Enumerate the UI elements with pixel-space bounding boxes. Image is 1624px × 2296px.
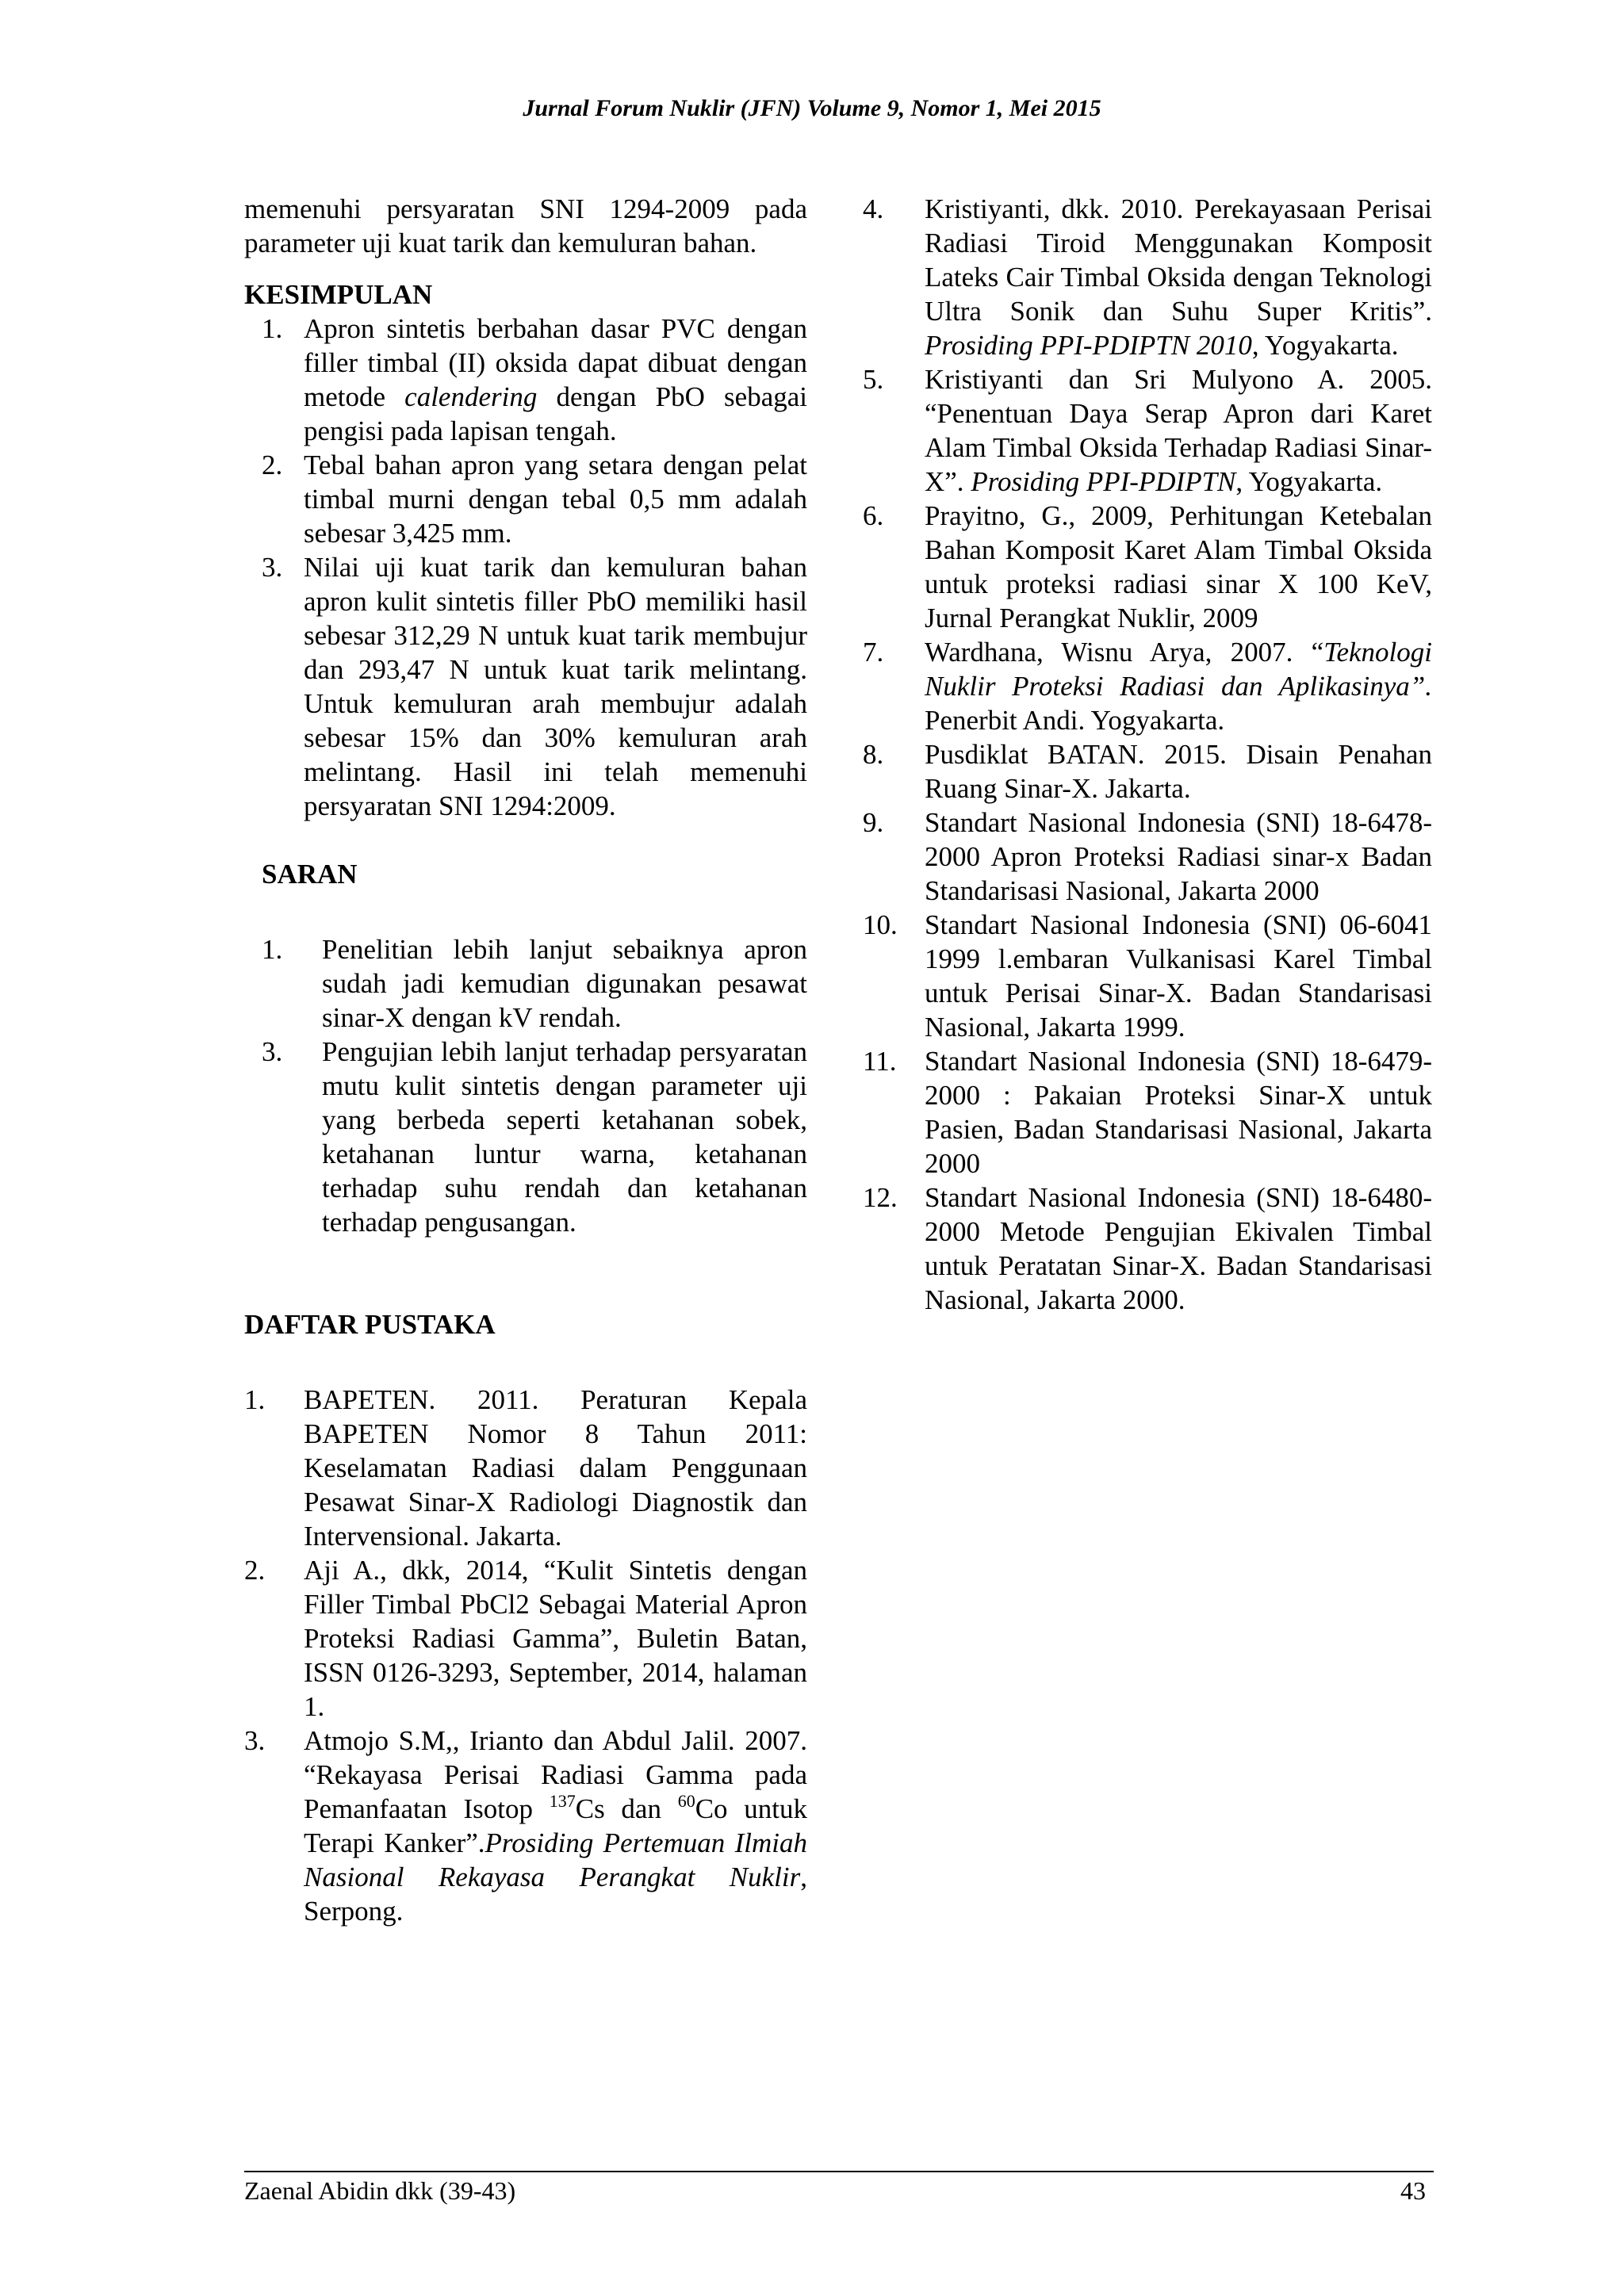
reference-item: 12. Standart Nasional Indonesia (SNI) 18-6480-2000 Metode Pengujian Ekivalen Timbal untuk Peratatan Sinar-X. Badan Standarisasi Nasional, Jakarta 2000. [863, 1182, 1432, 1315]
list-number: 12. [863, 1182, 898, 1213]
list-number: 3. [262, 1036, 283, 1067]
list-number: 3. [244, 1725, 266, 1756]
reference-item: 9. Standart Nasional Indonesia (SNI) 18-6478-2000 Apron Proteksi Radiasi sinar-x Badan Standarisasi Nasional, Jakarta 2000 [863, 807, 1432, 906]
list-number: 4. [863, 193, 884, 224]
reference-list-left [244, 1383, 807, 1928]
footer-divider [244, 2171, 1434, 2172]
reference-item: 4. Kristiyanti, dkk. 2010. Perekayasaan Perisai Radiasi Tiroid Menggunakan Komposit Lateks Cair Timbal Oksida dengan Teknologi Ultra Sonik dan Suhu Super Kritis”. Prosiding PPI-PDIPTN 2010, Yogyakarta. [863, 193, 1432, 361]
reference-list-right [863, 192, 1432, 1317]
list-number: 2. [262, 450, 283, 480]
kesimpulan-item: 1. Apron sintetis berbahan dasar PVC dengan filler timbal (II) oksida dapat dibuat dengan metode calendering dengan PbO sebagai pengisi pada lapisan tengah. [262, 313, 807, 446]
list-number: 8. [863, 739, 884, 770]
list-number: 11. [863, 1046, 897, 1077]
kesimpulan-heading: KESIMPULAN [244, 279, 433, 310]
list-number: 7. [863, 637, 884, 668]
saran-list [244, 932, 807, 1239]
kesimpulan-item: 3. Nilai uji kuat tarik dan kemuluran bahan apron kulit sintetis filler PbO memiliki hasil sebesar 312,29 N untuk kuat tarik membujur dan 293,47 N untuk kuat tarik melintang. Untuk kemuluran arah membujur adalah sebesar 15% dan 30% kemuluran arah melintang. Hasil ini telah memenuhi persyaratan SNI 1294:2009. [262, 552, 807, 821]
reference-item: 8. Pusdiklat BATAN. 2015. Disain Penahan Ruang Sinar-X. Jakarta. [863, 739, 1432, 804]
reference-item: 5. Kristiyanti dan Sri Mulyono A. 2005. “Penentuan Daya Serap Apron dari Karet Alam Timbal Oksida Terhadap Radiasi Sinar-X”. Prosiding PPI-PDIPTN, Yogyakarta. [863, 364, 1432, 497]
kesimpulan-list [244, 312, 807, 823]
reference-item: 3. Atmojo S.M,, Irianto dan Abdul Jalil. 2007. “Rekayasa Perisai Radiasi Gamma pada Pemanfaatan Isotop $^{137}$Cs dan $^{60}$Co untuk Terapi Kanker”.Prosiding Pertemuan Ilmiah Nasional Rekayasa Perangkat Nuklir, Serpong. [244, 1725, 808, 1927]
page-number: 43 [1400, 2176, 1426, 2205]
list-number: 1. [262, 934, 283, 965]
reference-item: 7. Wardhana, Wisnu Arya, 2007. “Teknologi Nuklir Proteksi Radiasi dan Aplikasinya”. Penerbit Andi. Yogyakarta. [863, 637, 1432, 736]
reference-item: 1. BAPETEN. 2011. Peraturan Kepala BAPETEN Nomor 8 Tahun 2011: Keselamatan Radiasi dalam Penggunaan Pesawat Sinar-X Radiologi Diagnostik dan Intervensional. Jakarta. [244, 1384, 807, 1552]
reference-item: 10. Standart Nasional Indonesia (SNI) 06-6041 1999 l.embaran Vulkanisasi Karel Timbal untuk Perisai Sinar-X. Badan Standarisasi Nasional, Jakarta 1999. [863, 909, 1432, 1043]
footer-author: Zaenal Abidin dkk (39-43) [244, 2176, 516, 2205]
list-number: 1. [262, 313, 283, 344]
reference-item: 11. Standart Nasional Indonesia (SNI) 18-6479-2000 : Pakaian Proteksi Sinar-X untuk Pasien, Badan Standarisasi Nasional, Jakarta 2000 [863, 1046, 1432, 1179]
list-number: 10. [863, 909, 898, 940]
left-column [244, 192, 807, 1928]
reference-item: 6. Prayitno, G., 2009, Perhitungan Ketebalan Bahan Komposit Karet Alam Timbal Oksida untuk proteksi radiasi sinar X 100 KeV, Jurnal Perangkat Nuklir, 2009 [863, 500, 1432, 633]
journal-header: Jurnal Forum Nuklir (JFN) Volume 9, Nomor 1, Mei 2015 [523, 95, 1101, 121]
daftar-pustaka-heading: DAFTAR PUSTAKA [244, 1309, 496, 1340]
list-number: 6. [863, 500, 884, 531]
reference-item: 2. Aji A., dkk, 2014, “Kulit Sintetis dengan Filler Timbal PbCl2 Sebagai Material Apron Proteksi Radiasi Gamma”, Buletin Batan, ISSN 0126-3293, September, 2014, halaman 1. [244, 1555, 807, 1722]
intro-paragraph: memenuhi persyaratan SNI 1294-2009 pada parameter uji kuat tarik dan kemuluran bahan. [244, 193, 807, 258]
kesimpulan-item: 2. Tebal bahan apron yang setara dengan pelat timbal murni dengan tebal 0,5 mm adalah sebesar 3,425 mm. [262, 450, 807, 549]
list-number: 1. [244, 1384, 266, 1415]
list-number: 3. [262, 552, 283, 583]
list-number: 2. [244, 1555, 266, 1586]
list-number: 9. [863, 807, 884, 838]
right-column [863, 192, 1432, 1317]
saran-item: 3. Pengujian lebih lanjut terhadap persyaratan mutu kulit sintetis dengan parameter uji yang berbeda seperti ketahanan sobek, ketahanan luntur warna, ketahanan terhadap suhu rendah dan ketahanan terhadap pengusangan. [262, 1036, 807, 1238]
saran-heading: SARAN [262, 859, 358, 890]
list-number: 5. [863, 364, 884, 395]
saran-item: 1. Penelitian lebih lanjut sebaiknya apron sudah jadi kemudian digunakan pesawat sinar-X dengan kV rendah. [262, 934, 807, 1033]
